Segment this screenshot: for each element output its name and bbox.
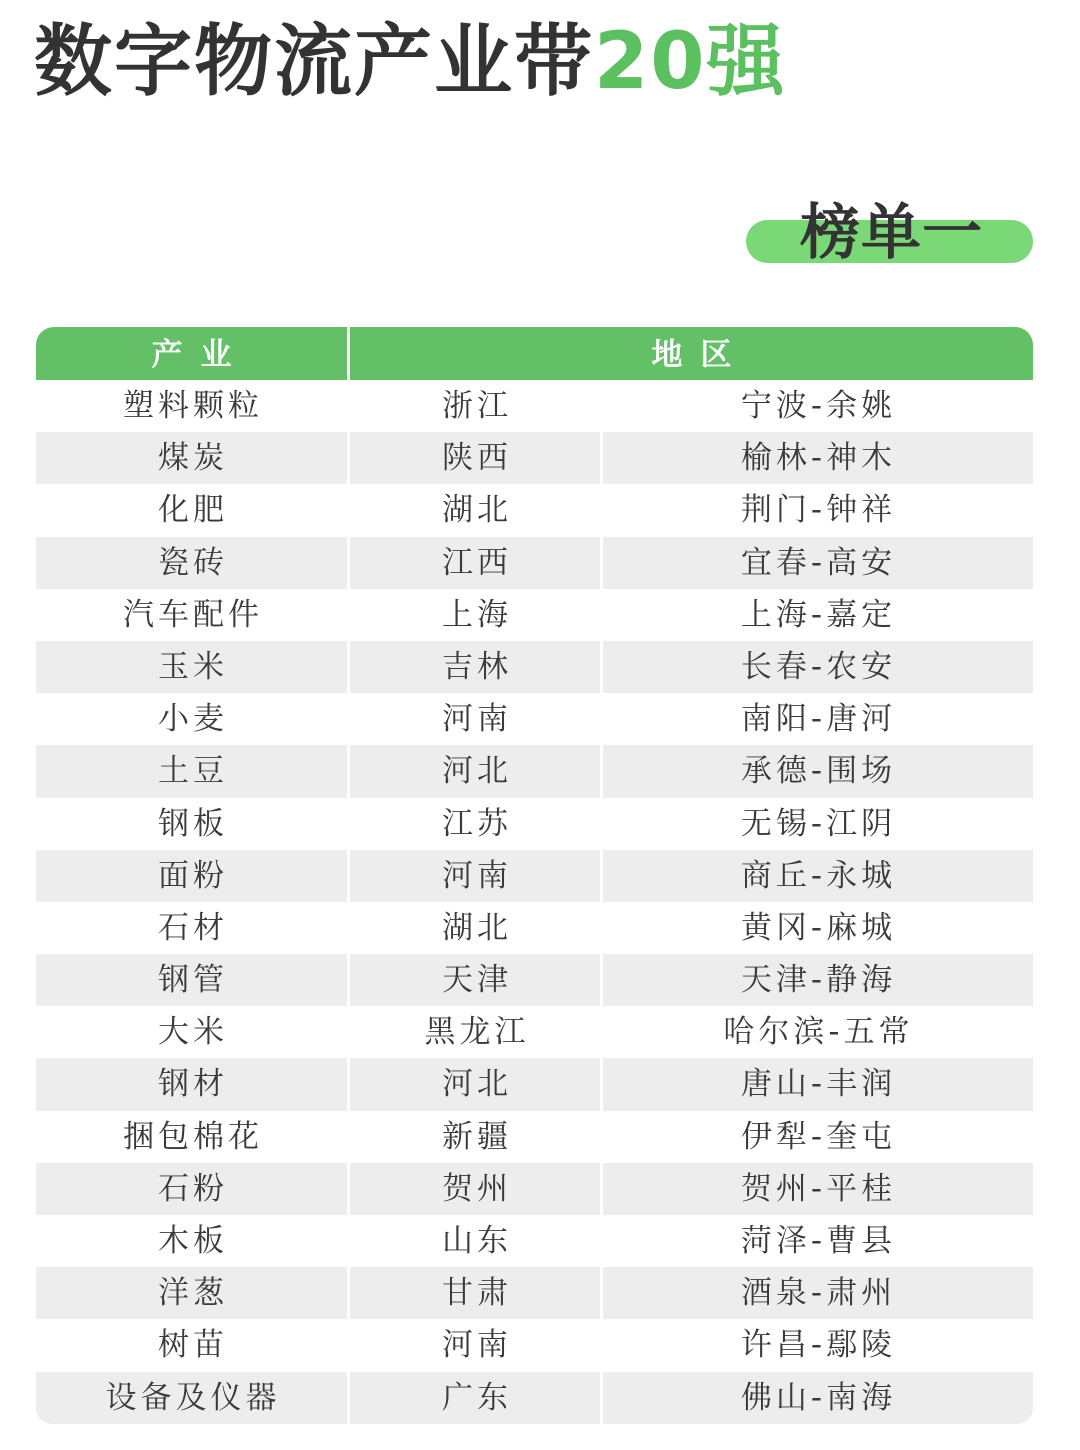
page-title-accent: 20强 <box>594 17 787 107</box>
cell-city: 哈尔滨-五常 <box>723 1014 914 1051</box>
table-row <box>36 1267 1033 1319</box>
column-divider <box>600 850 603 902</box>
table-row <box>36 1058 1033 1110</box>
cell-industry: 玉米 <box>158 648 228 685</box>
column-divider <box>347 850 350 902</box>
table-row <box>36 484 1033 536</box>
column-divider <box>347 432 350 484</box>
cell-city: 黄冈-麻城 <box>740 909 897 946</box>
cell-city: 长春-农安 <box>740 648 897 685</box>
table-row <box>36 693 1033 745</box>
cell-industry: 石材 <box>158 909 228 946</box>
cell-province: 陕西 <box>442 440 512 477</box>
cell-city: 酒泉-肃州 <box>740 1275 897 1312</box>
column-divider <box>347 954 350 1006</box>
column-divider <box>600 432 603 484</box>
cell-industry: 煤炭 <box>158 440 228 477</box>
cell-industry: 瓷砖 <box>158 544 228 581</box>
cell-city: 佛山-南海 <box>740 1379 897 1416</box>
column-divider <box>600 1267 603 1319</box>
column-divider <box>347 745 350 797</box>
cell-city: 榆林-神木 <box>740 440 897 477</box>
table-row <box>36 380 1033 432</box>
cell-city: 许昌-鄢陵 <box>740 1327 897 1364</box>
ranking-table <box>36 327 1033 1424</box>
cell-city: 菏泽-曹县 <box>740 1223 897 1259</box>
table-row <box>36 902 1033 954</box>
table-row <box>36 432 1033 484</box>
table-row <box>36 1372 1033 1424</box>
column-divider <box>600 1163 603 1215</box>
cell-industry: 洋葱 <box>158 1275 228 1312</box>
column-divider <box>600 1058 603 1110</box>
table-row <box>36 641 1033 693</box>
table-row <box>36 1163 1033 1215</box>
cell-province: 河南 <box>442 701 512 738</box>
cell-province: 湖北 <box>442 909 512 946</box>
cell-province: 山东 <box>442 1223 512 1259</box>
cell-city: 宁波-余姚 <box>740 388 897 424</box>
table-row <box>36 1215 1033 1267</box>
cell-province: 贺州 <box>442 1170 512 1207</box>
column-divider <box>600 537 603 589</box>
cell-city: 上海-嘉定 <box>740 596 897 633</box>
column-divider <box>347 1163 350 1215</box>
cell-province: 天津 <box>442 962 512 999</box>
column-divider <box>347 1267 350 1319</box>
column-divider <box>347 537 350 589</box>
table-row <box>36 745 1033 797</box>
cell-city: 宜春-高安 <box>740 544 897 581</box>
header-region: 地区 <box>651 337 750 373</box>
cell-province: 江苏 <box>442 805 512 842</box>
page-title <box>34 14 787 110</box>
cell-city: 南阳-唐河 <box>740 701 897 738</box>
cell-province: 广东 <box>442 1379 512 1416</box>
cell-province: 河南 <box>442 1327 512 1364</box>
column-divider <box>600 954 603 1006</box>
cell-industry: 树苗 <box>158 1327 228 1364</box>
column-divider <box>347 1372 350 1424</box>
column-divider <box>600 641 603 693</box>
table-row <box>36 850 1033 902</box>
cell-city: 荆门-钟祥 <box>740 492 897 529</box>
table-row <box>36 1006 1033 1058</box>
table-row <box>36 1111 1033 1163</box>
column-divider <box>347 641 350 693</box>
table-row <box>36 537 1033 589</box>
cell-industry: 小麦 <box>158 701 228 738</box>
cell-city: 贺州-平桂 <box>740 1170 897 1207</box>
table-row <box>36 954 1033 1006</box>
cell-province: 湖北 <box>442 492 512 529</box>
list-badge-label: 榜单一 <box>800 198 983 268</box>
cell-province: 黑龙江 <box>424 1014 530 1051</box>
cell-province: 河南 <box>442 857 512 894</box>
column-divider <box>600 745 603 797</box>
cell-industry: 化肥 <box>158 492 228 529</box>
column-divider <box>600 1372 603 1424</box>
cell-city: 天津-静海 <box>740 962 897 999</box>
cell-industry: 大米 <box>158 1014 228 1051</box>
table-row <box>36 798 1033 850</box>
cell-province: 吉林 <box>442 648 512 685</box>
column-divider <box>347 1058 350 1110</box>
cell-industry: 设备及仪器 <box>105 1379 281 1416</box>
cell-industry: 钢板 <box>158 805 228 842</box>
table-row <box>36 589 1033 641</box>
cell-industry: 钢材 <box>158 1066 228 1103</box>
cell-industry: 面粉 <box>158 857 228 894</box>
cell-city: 伊犁-奎屯 <box>740 1118 897 1155</box>
cell-province: 上海 <box>442 596 512 633</box>
cell-province: 新疆 <box>442 1118 512 1155</box>
cell-industry: 塑料颗粒 <box>123 388 263 424</box>
cell-industry: 石粉 <box>158 1170 228 1207</box>
cell-province: 江西 <box>442 544 512 581</box>
header-industry: 产业 <box>151 337 250 373</box>
cell-city: 无锡-江阴 <box>740 805 897 842</box>
cell-province: 河北 <box>442 1066 512 1103</box>
cell-city: 唐山-丰润 <box>740 1066 897 1103</box>
cell-city: 商丘-永城 <box>740 857 897 894</box>
cell-province: 河北 <box>442 753 512 790</box>
table-header <box>36 327 1033 380</box>
table-row <box>36 1319 1033 1371</box>
cell-industry: 土豆 <box>158 753 228 790</box>
cell-city: 承德-围场 <box>740 753 897 790</box>
table-body <box>36 380 1033 1424</box>
cell-industry: 捆包棉花 <box>123 1118 263 1155</box>
cell-industry: 汽车配件 <box>123 596 263 633</box>
cell-industry: 钢管 <box>158 962 228 999</box>
cell-province: 浙江 <box>442 388 512 424</box>
cell-province: 甘肃 <box>442 1275 512 1312</box>
page-title-main: 数字物流产业带 <box>34 17 595 107</box>
cell-industry: 木板 <box>158 1223 228 1259</box>
